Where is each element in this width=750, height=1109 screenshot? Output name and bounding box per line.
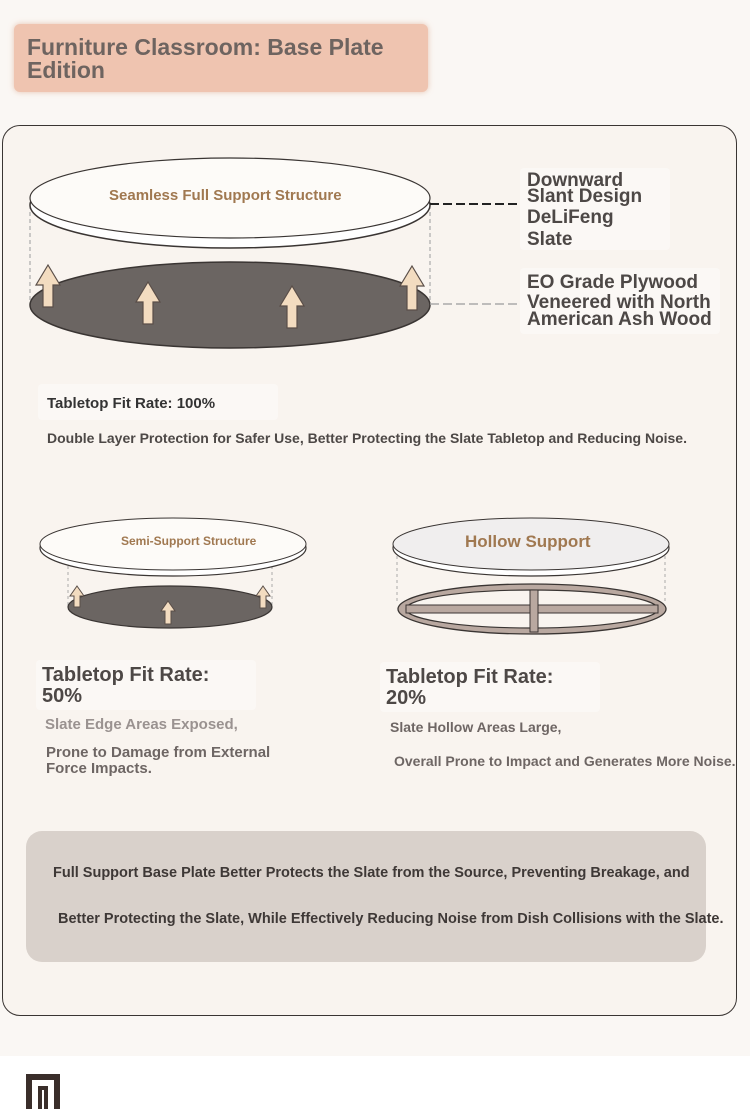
summary-line-1: Full Support Base Plate Better Protects the Slate from the Source, Preventing Breakage, and xyxy=(53,865,690,881)
slate-label-line: Slate xyxy=(527,229,573,250)
full-base-plate xyxy=(30,262,430,348)
semi-desc-line: Prone to Damage from External xyxy=(46,744,271,761)
summary-box xyxy=(26,831,706,962)
semi-desc-line: Force Impacts. xyxy=(46,760,152,777)
plywood-label-line: EO Grade Plywood xyxy=(527,272,699,293)
brand-logo-icon xyxy=(24,1072,62,1109)
plywood-label-line: American Ash Wood xyxy=(527,309,712,330)
slate-label-line: Downward xyxy=(527,170,624,191)
semi-fit-rate-line: Tabletop Fit Rate: xyxy=(42,664,210,686)
plywood-label xyxy=(527,273,712,330)
plywood-label-line: Veneered with North xyxy=(527,291,711,313)
page-title: Furniture Classroom: Base Plate Edition xyxy=(27,34,384,83)
slate-label xyxy=(527,171,642,250)
hollow-support-label: Hollow Support xyxy=(465,532,591,551)
hollow-desc-2: Overall Prone to Impact and Generates More Noise. xyxy=(394,753,736,769)
semi-fit-rate-value: 50% xyxy=(42,685,83,707)
hollow-fit-rate-value: 20% xyxy=(386,687,427,709)
hollow-fit-rate-line: Tabletop Fit Rate: xyxy=(386,666,554,688)
semi-desc-2 xyxy=(46,745,270,777)
hollow-fit-rate xyxy=(386,667,553,709)
slate-label-line: DeLiFeng xyxy=(527,207,614,228)
slate-label-line: Slant Design xyxy=(527,186,643,207)
full-description: Double Layer Protection for Safer Use, Better Protecting the Slate Tabletop and Reducing Noise. xyxy=(47,430,687,446)
footer-strip xyxy=(0,1056,750,1109)
summary-line-2: Better Protecting the Slate, While Effectively Reducing Noise from Dish Collisions with the Slate. xyxy=(58,911,724,927)
full-support-label: Seamless Full Support Structure xyxy=(109,187,342,204)
hollow-desc-1: Slate Hollow Areas Large, xyxy=(390,719,562,735)
full-fit-rate: Tabletop Fit Rate: 100% xyxy=(47,395,216,412)
semi-fit-rate xyxy=(42,665,209,707)
semi-support-label: Semi-Support Structure xyxy=(121,534,257,548)
semi-desc-1: Slate Edge Areas Exposed, xyxy=(45,716,238,733)
